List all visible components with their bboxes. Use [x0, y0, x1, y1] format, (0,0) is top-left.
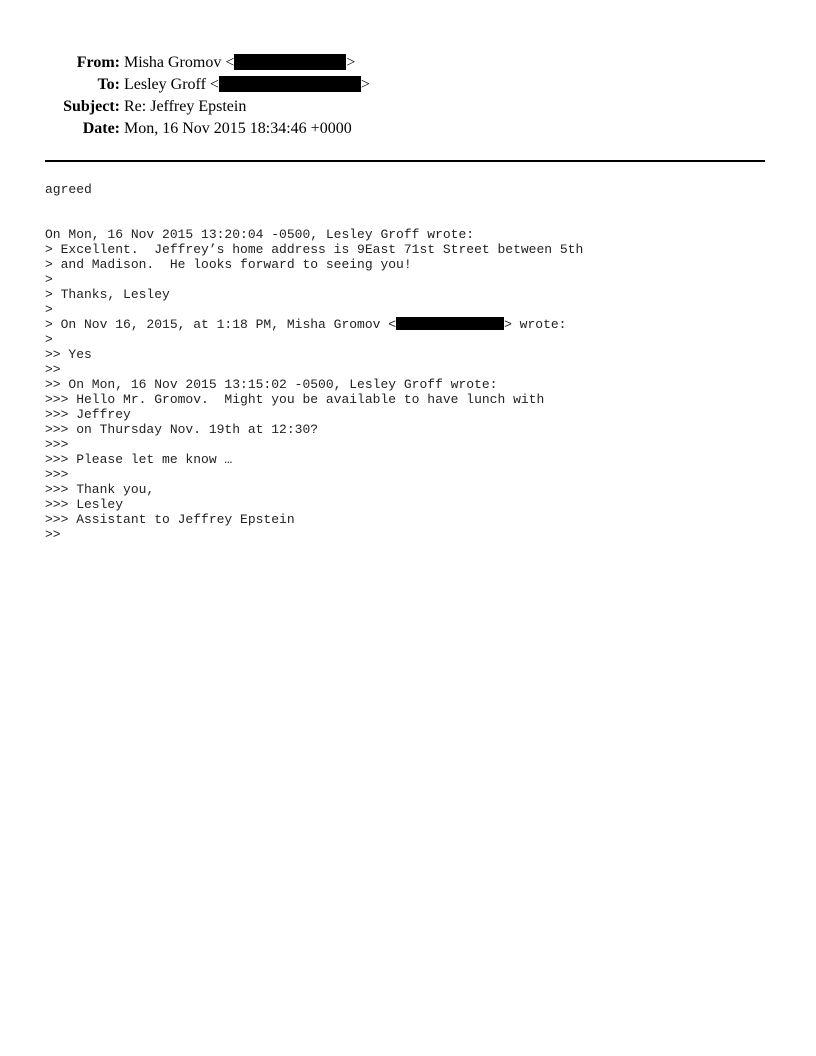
quoted-attribution: > On Nov 16, 2015, at 1:18 PM, Misha Gromov < [45, 317, 397, 332]
body-line: >>> Lesley [45, 497, 124, 512]
body-line: > Thanks, Lesley [45, 287, 170, 302]
body-line [45, 197, 785, 212]
body-line: >> [45, 527, 61, 542]
redacted-email-block [396, 317, 504, 330]
body-line: On Mon, 16 Nov 2015 13:20:04 -0500, Lesley Groff wrote: [45, 227, 475, 242]
body-line: >>> Jeffrey [45, 407, 131, 422]
body-line: >>> on Thursday Nov. 19th at 12:30? [45, 422, 319, 437]
body-line: >>> Assistant to Jeffrey Epstein [45, 512, 295, 527]
header-divider [45, 160, 765, 162]
email-body [45, 182, 785, 542]
body-line: >>> [45, 467, 69, 482]
body-line: >> Yes [45, 347, 92, 362]
redacted-email-block [234, 54, 346, 70]
body-line: > [45, 272, 53, 287]
date-value: Mon, 16 Nov 2015 18:34:46 +0000 [124, 120, 352, 137]
email-header [0, 52, 816, 140]
from-name: Misha Gromov < [124, 54, 235, 71]
body-line [45, 212, 785, 227]
to-name: Lesley Groff < [124, 76, 219, 93]
body-line: > Excellent. Jeffrey’s home address is 9East 71st Street between 5th [45, 242, 584, 257]
body-line: > [45, 302, 53, 317]
to-row [0, 74, 816, 96]
subject-value: Re: Jeffrey Epstein [124, 98, 247, 115]
quoted-attribution-end: > wrote: [504, 317, 567, 332]
from-value [124, 52, 355, 74]
body-line: > [45, 332, 53, 347]
date-label: Date: [82, 120, 120, 137]
from-close: > [346, 54, 356, 71]
to-close: > [360, 76, 370, 93]
redacted-email-block [219, 76, 361, 92]
body-line: > and Madison. He looks forward to seeing you! [45, 257, 412, 272]
to-value [124, 74, 370, 96]
body-line: agreed [45, 182, 92, 197]
body-line: >>> Please let me know … [45, 452, 233, 467]
from-row [0, 52, 816, 74]
body-line [45, 317, 785, 332]
date-row [0, 118, 816, 140]
subject-row [0, 96, 816, 118]
body-line: >>> [45, 437, 69, 452]
body-line: >> On Mon, 16 Nov 2015 13:15:02 -0500, Lesley Groff wrote: [45, 377, 498, 392]
body-line: >> [45, 362, 61, 377]
body-line: >>> Hello Mr. Gromov. Might you be available to have lunch with [45, 392, 545, 407]
from-label: From: [76, 54, 120, 71]
subject-label: Subject: [63, 98, 120, 115]
to-label: To: [97, 76, 120, 93]
body-line: >>> Thank you, [45, 482, 155, 497]
